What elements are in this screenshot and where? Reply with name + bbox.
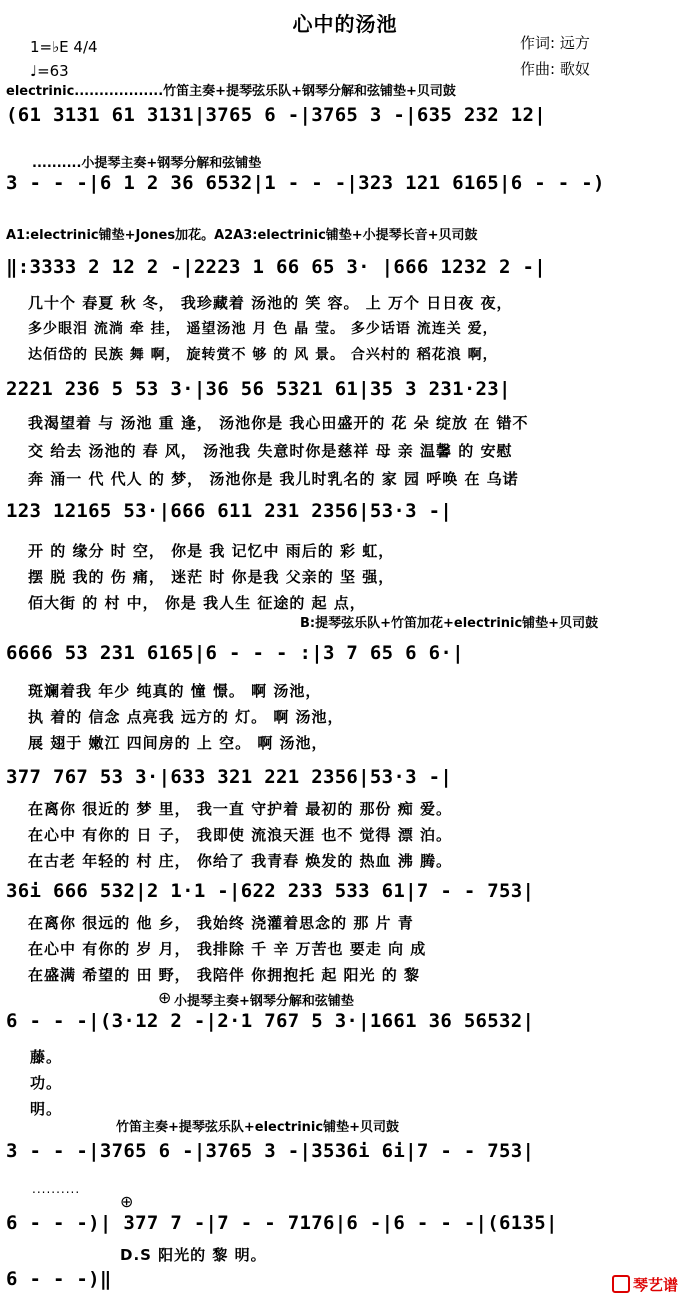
notation-line: 3 - - -|6 1 2 36 6532|1 - - -|323 121 6165|6 - - -) bbox=[6, 172, 605, 194]
instrumentation-note: B:提琴弦乐队+竹笛加花+electrinic铺垫+贝司鼓 bbox=[300, 616, 599, 631]
lyric-line: 奔 涌一 代 代人 的 梦， 汤池你是 我儿时乳名的 家 园 呼唤 在 乌诺 bbox=[28, 470, 519, 488]
notation-line: 377 767 53 3·|633 321 221 2356|53·3 -| bbox=[6, 766, 453, 788]
lyric-line: 在离你 很远的 他 乡， 我始终 浇灌着思念的 那 片 青 bbox=[28, 914, 414, 932]
composer-credit: 作曲: 歌奴 bbox=[520, 60, 590, 78]
lyric-line: 明。 bbox=[30, 1100, 63, 1118]
key-signature: 1=♭E 4/4 bbox=[30, 38, 98, 56]
notation-line: 6 - - -)‖ bbox=[6, 1268, 112, 1290]
notation-line: ‖:3333 2 12 2 -|2223 1 66 65 3· |666 1232 2 -| bbox=[6, 256, 546, 278]
lyric-line: 藤。 bbox=[30, 1048, 63, 1066]
notation-line: 6 - - -|(3·12 2 -|2·1 767 5 3·|1661 36 56532| bbox=[6, 1010, 535, 1032]
lyric-line: 开 的 缘分 时 空， 你是 我 记忆中 雨后的 彩 虹， bbox=[28, 542, 395, 560]
lyric-line: 执 着的 信念 点亮我 远方的 灯。 啊 汤池， bbox=[28, 708, 344, 726]
notation-line: 6 - - -)| 377 7 -|7 - - 7176|6 -|6 - - -|(6135| bbox=[6, 1212, 558, 1234]
watermark-text: 琴艺谱 bbox=[632, 1276, 678, 1294]
lyric-line: 在古老 年轻的 村 庄， 你给了 我青春 焕发的 热血 沸 腾。 bbox=[28, 852, 453, 870]
lyricist-credit: 作词: 远方 bbox=[520, 34, 590, 52]
notation-line: 6666 53 231 6165|6 - - - :|3 7 65 6 6·| bbox=[6, 642, 464, 664]
instrumentation-note: electrinic..................竹笛主奏+提琴弦乐队+钢琴分解和弦铺垫+贝司鼓 bbox=[6, 84, 456, 99]
logo-icon bbox=[612, 1275, 630, 1293]
lyric-line: 在心中 有你的 日 子， 我即使 流浪天涯 也不 觉得 漂 泊。 bbox=[28, 826, 453, 844]
lyric-line: 交 给去 汤池的 春 风， 汤池我 失意时你是慈祥 母 亲 温馨 的 安慰 bbox=[28, 442, 513, 460]
lyric-line: 摆 脱 我的 伤 痛， 迷茫 时 你是我 父亲的 坚 强， bbox=[28, 568, 395, 586]
notation-line: (61 3131 61 3131|3765 6 -|3765 3 -|635 232 12| bbox=[6, 104, 546, 126]
lyric-line: 斑斓着我 年少 纯真的 憧 憬。 啊 汤池， bbox=[28, 682, 322, 700]
lyric-line: 展 翅于 嫩江 四间房的 上 空。 啊 汤池， bbox=[28, 734, 328, 752]
instrumentation-note: 小提琴主奏+钢琴分解和弦铺垫 bbox=[174, 994, 354, 1009]
notation-line: 2221 236 5 53 3·|36 56 5321 61|35 3 231·23| bbox=[6, 378, 511, 400]
coda-symbol: ⊕ bbox=[158, 988, 172, 1007]
lyric-line: 达佰岱的 民族 舞 啊， 旋转赏不 够 的 风 景。 合兴村的 稻花浪 啊， bbox=[28, 347, 498, 363]
watermark-logo bbox=[612, 1274, 678, 1295]
lyric-line: 几十个 春夏 秋 冬， 我珍藏着 汤池的 笑 容。 上 万个 日日夜 夜， bbox=[28, 294, 513, 312]
lyric-line: 多少眼泪 流淌 牵 挂， 遥望汤池 月 色 晶 莹。 多少话语 流连关 爱， bbox=[28, 321, 498, 337]
lyric-line: 功。 bbox=[30, 1074, 63, 1092]
song-title: 心中的汤池 bbox=[292, 12, 398, 36]
lyric-line: 我渴望着 与 汤池 重 逢， 汤池你是 我心田盛开的 花 朵 绽放 在 错不 bbox=[28, 414, 529, 432]
lyric-line: 在离你 很近的 梦 里， 我一直 守护着 最初的 那份 痴 爱。 bbox=[28, 800, 453, 818]
lyric-line: 在心中 有你的 岁 月， 我排除 千 辛 万苦也 要走 向 成 bbox=[28, 940, 427, 958]
separator-dots: .......... bbox=[32, 1182, 81, 1196]
lyric-line: 佰大街 的 村 中， 你是 我人生 征途的 起 点， bbox=[28, 594, 366, 612]
notation-line: 36i 666 532|2 1·1 -|622 233 533 61|7 - - 753| bbox=[6, 880, 535, 902]
tempo-marking: ♩=63 bbox=[30, 62, 69, 80]
lyric-line: D.S 阳光的 黎 明。 bbox=[120, 1246, 267, 1264]
instrumentation-note: A1:electrinic铺垫+Jones加花。A2A3:electrinic铺垫+小提琴长音+贝司鼓 bbox=[6, 228, 478, 243]
notation-line: 123 12165 53·|666 611 231 2356|53·3 -| bbox=[6, 500, 453, 522]
instrumentation-note: 竹笛主奏+提琴弦乐队+electrinic铺垫+贝司鼓 bbox=[116, 1120, 399, 1135]
notation-line: 3 - - -|3765 6 -|3765 3 -|3536i 6i|7 - - 753| bbox=[6, 1140, 535, 1162]
instrumentation-note: ..........小提琴主奏+钢琴分解和弦铺垫 bbox=[32, 156, 262, 171]
lyric-line: 在盛满 希望的 田 野， 我陪伴 你拥抱托 起 阳光 的 黎 bbox=[28, 966, 421, 984]
coda-symbol: ⊕ bbox=[120, 1192, 134, 1211]
